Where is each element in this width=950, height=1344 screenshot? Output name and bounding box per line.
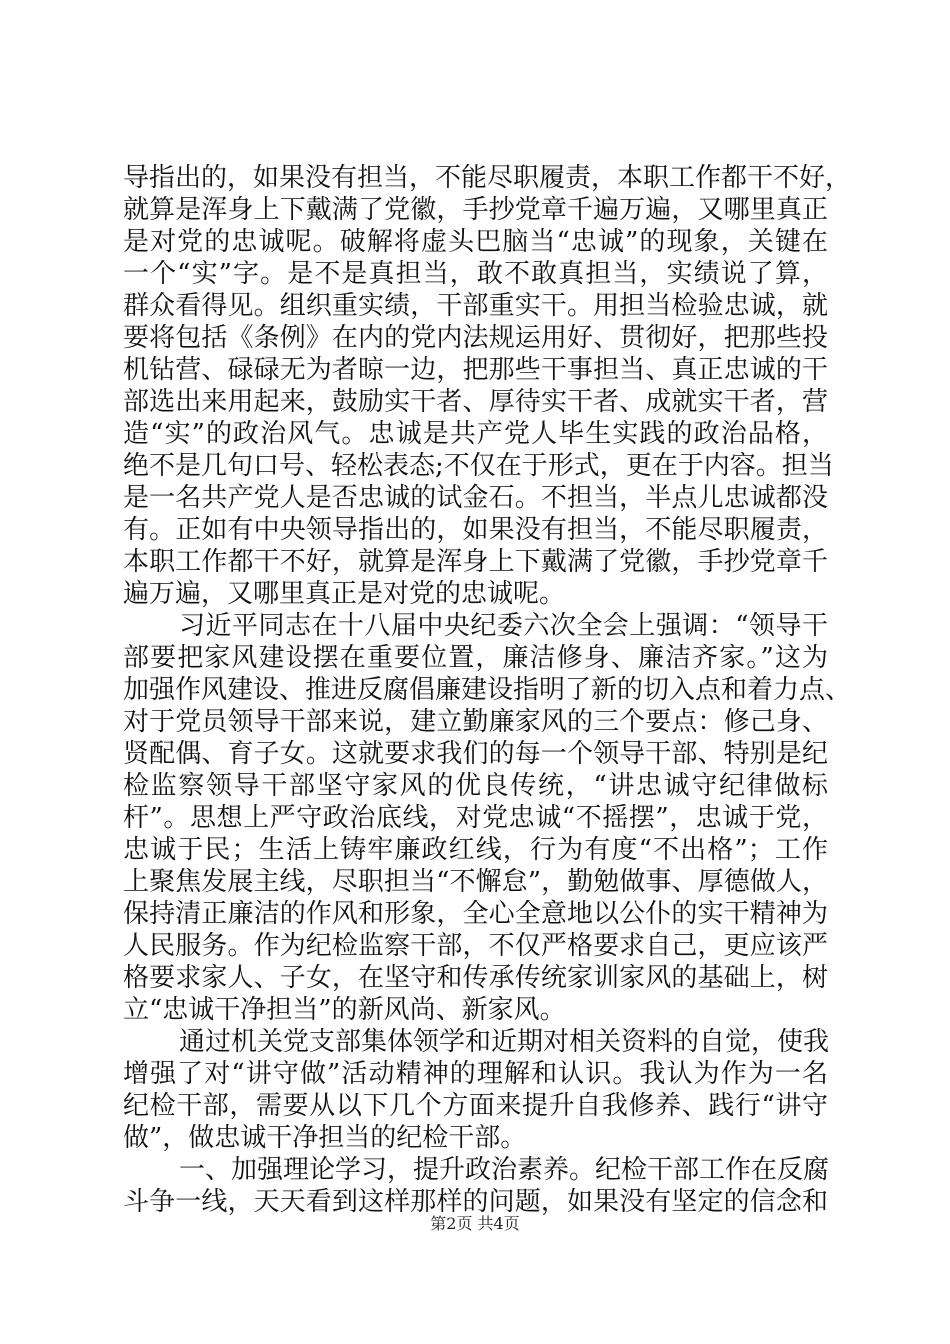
text-line: 格要求家人、子女，在坚守和传承传统家训家风的基础上，树	[123, 963, 828, 993]
text-line: 做”，做忠诚干净担当的纪检干部。	[123, 1123, 527, 1153]
text-line: 增强了对“讲守做”活动精神的理解和认识。我认为作为一名	[123, 1059, 828, 1089]
paragraph-start-line: 习近平同志在十八届中央纪委六次全会上强调：“领导干	[179, 611, 828, 641]
text-line: 上聚焦发展主线，尽职担当“不懈怠”，勤勉做事、厚德做人，	[123, 867, 828, 897]
text-line: 群众看得见。组织重实绩，干部重实干。用担当检验忠诚，就	[123, 291, 828, 321]
text-line: 造“实”的政治风气。忠诚是共产党人毕生实践的政治品格，	[123, 419, 828, 449]
text-line: 绝不是几句口号、轻松表态;不仅在于形式，更在于内容。担当	[123, 451, 834, 481]
text-line: 检监察领导干部坚守家风的优良传统，“讲忠诚守纪律做标	[123, 771, 828, 801]
paragraph-start-line: 一、加强理论学习，提升政治素养。纪检干部工作在反腐	[179, 1155, 830, 1185]
text-line: 立“忠诚干净担当”的新风尚、新家风。	[123, 995, 566, 1025]
text-line: 部选出来用起来，鼓励实干者、厚待实干者、成就实干者，营	[123, 387, 828, 417]
text-line: 斗争一线，天天看到这样那样的问题，如果没有坚定的信念和	[123, 1187, 828, 1217]
text-line: 是对党的忠诚呢。破解将虚头巴脑当“忠诚”的现象，关键在	[123, 227, 828, 257]
text-line: 保持清正廉洁的作风和形象，全心全意地以公仆的实干精神为	[123, 899, 828, 929]
text-line: 就算是浑身上下戴满了党徽，手抄党章千遍万遍，又哪里真正	[123, 195, 828, 225]
text-line: 遍万遍，又哪里真正是对党的忠诚呢。	[123, 579, 566, 609]
paragraph-start-line: 通过机关党支部集体领学和近期对相关资料的自觉，使我	[179, 1027, 830, 1057]
text-line: 本职工作都干不好，就算是浑身上下戴满了党徽，手抄党章千	[123, 547, 828, 577]
text-line: 贤配偶、育子女。这就要求我们的每一个领导干部、特别是纪	[123, 739, 828, 769]
text-line: 机钻营、碌碌无为者晾一边，把那些干事担当、真正忠诚的干	[123, 355, 828, 385]
text-line: 对于党员领导干部来说，建立勤廉家风的三个要点：修己身、	[123, 707, 828, 737]
text-line: 纪检干部，需要从以下几个方面来提升自我修养、践行“讲守	[123, 1091, 828, 1121]
text-line: 部要把家风建设摆在重要位置，廉洁修身、廉洁齐家。”这为	[123, 643, 828, 673]
document-body	[123, 162, 852, 1218]
text-line: 有。正如有中央领导指出的，如果没有担当，不能尽职履责，	[123, 515, 828, 545]
text-line: 加强作风建设、推进反腐倡廉建设指明了新的切入点和着力点、	[123, 675, 852, 705]
text-line: 人民服务。作为纪检监察干部，不仅严格要求自己，更应该严	[123, 931, 828, 961]
text-line: 要将包括《条例》在内的党内法规运用好、贯彻好，把那些投	[123, 323, 828, 353]
text-line: 是一名共产党人是否忠诚的试金石。不担当，半点儿忠诚都没	[123, 483, 828, 513]
text-line: 导指出的，如果没有担当，不能尽职履责，本职工作都干不好，	[123, 163, 852, 193]
text-line: 忠诚于民；生活上铸牢廉政红线，行为有度“不出格”；工作	[123, 835, 828, 865]
page-number-footer: 第2页 共4页	[430, 1214, 520, 1233]
text-line: 一个“实”字。是不是真担当，敢不敢真担当，实绩说了算，	[123, 259, 828, 289]
text-line: 杆”。思想上严守政治底线，对党忠诚“不摇摆”，忠诚于党，	[123, 803, 828, 833]
